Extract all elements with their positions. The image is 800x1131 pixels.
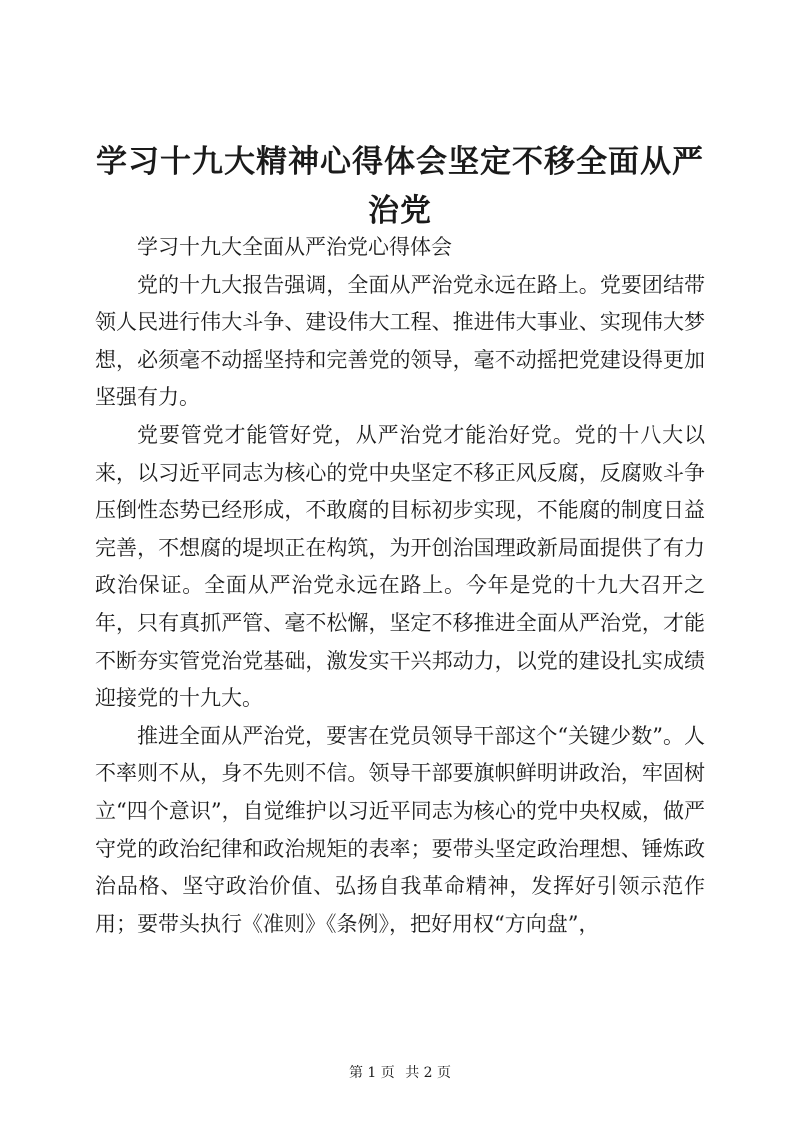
- body-paragraph: 党要管党才能管好党，从严治党才能治好党。党的十八大以来，以习近平同志为核心的党中央坚定不移正风反腐，反腐败斗争压倒性态势已经形成，不敢腐的目标初步实现，不能腐的制度日益完善，不想腐的堤坝正在构筑，为开创治国理政新局面提供了有力政治保证。全面从严治党永远在路上。今年是党的十九大召开之年，只有真抓严管、毫不松懈，坚定不移推进全面从严治党，才能不断夯实管党治党基础，激发实干兴邦动力，以党的建设扎实成绩迎接党的十九大。: [95, 422, 705, 711]
- page-total: 共 2 页: [405, 1065, 452, 1081]
- document-title: 学习十九大精神心得体会坚定不移全面从严治党: [96, 144, 704, 229]
- subtitle-paragraph: 学习十九大全面从严治党心得体会: [137, 235, 452, 259]
- body-paragraph: 推进全面从严治党，要害在党员领导干部这个“关键少数”。人不率则不从，身不先则不信。领导干部要旗帜鲜明讲政治，牢固树立“四个意识”，自觉维护以习近平同志为核心的党中央权威，做严守党的政治纪律和政治规矩的表率；要带头坚定政治理想、锤炼政治品格、坚守政治价值、弘扬自我革命精神，发挥好引领示范作用；要带头执行《准则》《条例》，把好用权“方向盘”，: [95, 723, 705, 936]
- body-paragraph: 党的十九大报告强调，全面从严治党永远在路上。党要团结带领人民进行伟大斗争、建设伟大工程、推进伟大事业、实现伟大梦想，必须毫不动摇坚持和完善党的领导，毫不动摇把党建设得更加坚强有力。: [95, 272, 705, 410]
- document-body: [95, 229, 705, 943]
- page-footer: [0, 1063, 800, 1083]
- page-number: 第 1 页: [348, 1065, 395, 1081]
